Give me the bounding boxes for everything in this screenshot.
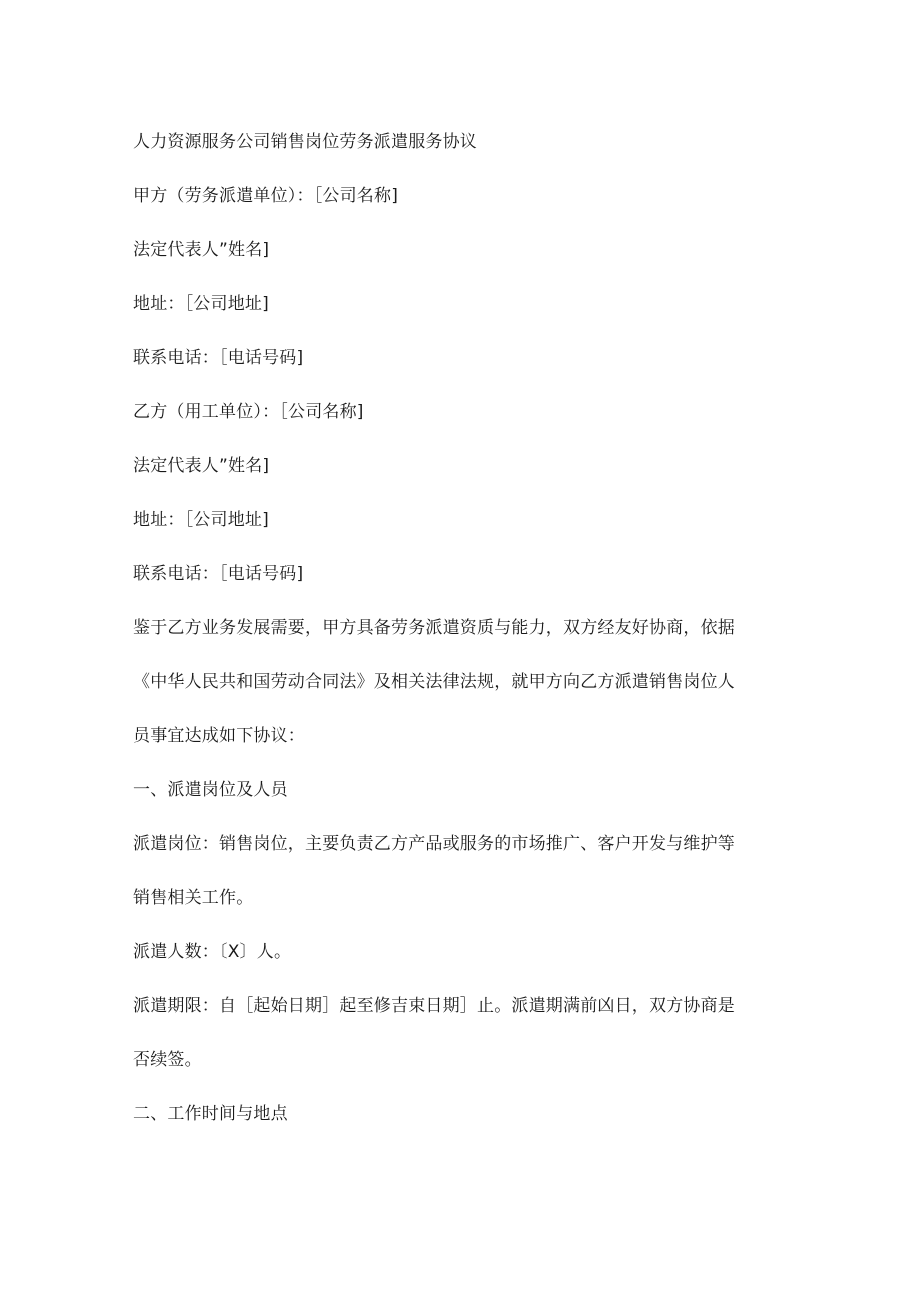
party-a-label: 甲方（劳务派遣单位）：［公司名称] xyxy=(133,186,399,206)
section-1-heading: 一、派遣岗位及人员 xyxy=(133,780,288,800)
party-a-representative: 法定代表人”姓名] xyxy=(133,240,270,260)
dispatch-count: 派遣人数：〔X〕人。 xyxy=(133,942,292,962)
party-a-phone: 联系电话：［电话号码] xyxy=(133,348,304,368)
party-b-representative: 法定代表人”姓名] xyxy=(133,456,270,476)
preamble-line-2: 《中华人民共和国劳动合同法》及相关法律法规，就甲方向乙方派遣销售岗位人 xyxy=(133,672,735,692)
term-line-2: 否续签。 xyxy=(133,1050,202,1070)
preamble-line-3: 员事宜达成如下协议： xyxy=(133,726,305,746)
party-a-address: 地址：［公司地址] xyxy=(133,294,269,314)
position-line-1: 派遣岗位：销售岗位，主要负责乙方产品或服务的市场推广、客户开发与维护等 xyxy=(133,834,735,854)
preamble-line-1: 鉴于乙方业务发展需要，甲方具备劳务派遣资质与能力，双方经友好协商，依据 xyxy=(133,618,735,638)
position-line-2: 销售相关工作。 xyxy=(133,888,254,908)
section-2-heading: 二、工作时间与地点 xyxy=(133,1104,288,1124)
party-b-address: 地址：［公司地址] xyxy=(133,510,269,530)
party-b-label: 乙方（用工单位）：［公司名称] xyxy=(133,402,364,422)
document-title: 人力资源服务公司销售岗位劳务派遣服务协议 xyxy=(133,132,477,152)
party-b-phone: 联系电话：［电话号码] xyxy=(133,564,304,584)
term-line-1: 派遣期限：自［起始日期］起至修吉束日期］止。派遣期满前凶日，双方协商是 xyxy=(133,996,735,1016)
